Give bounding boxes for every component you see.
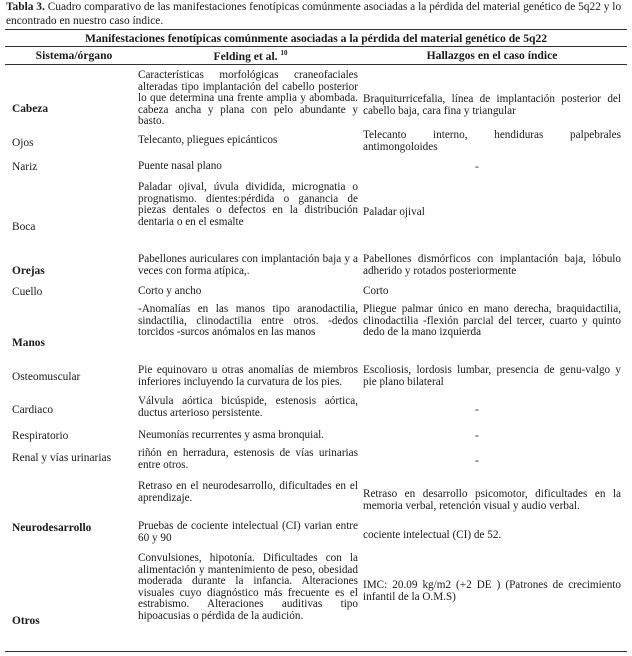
table-caption xyxy=(6,1,626,28)
header-findings-label: Hallazgos en el caso índice xyxy=(426,49,558,62)
super-header-rule xyxy=(5,46,627,47)
table-super-header: Manifestaciones fenotípicas comúnmente asociadas a la pérdida del material genético de 5q22 xyxy=(84,32,548,45)
cell-findings-cuello: Corto xyxy=(363,285,389,297)
cell-findings-cabeza: Braquiturricefalia, línea de implantación posterior del cabello baja, cara fina y triangular xyxy=(363,93,621,117)
cell-felding-otros: Convulsiones, hipotonía. Dificultades con la alimentación y mantenimiento de peso, obesidad moderada durante la infancia. Alteraciones visuales cuyo diagnóstico más frecuente es el estrabismo. Alteraciones auditivas tipo hipoacusias o pérdida de la audición. xyxy=(138,552,358,622)
cell-felding-orejas: Pabellones auriculares con implantación baja y a veces con forma atípica,. xyxy=(138,253,358,277)
caption-text: Cuadro comparativo de las manifestaciones fenotípicas comúnmente asociadas a la pérdida del material genético de 5q22 y lo encontrado en nuestro caso índice. xyxy=(6,1,622,27)
cell-felding-renal: riñón en herradura, estenosis de vías urinarias entre otros. xyxy=(138,447,358,471)
cell-felding-cuello: Corto y ancho xyxy=(138,285,202,297)
header-findings xyxy=(363,49,621,62)
table-top-rule xyxy=(5,29,627,30)
cell-findings-manos: Pliegue palmar único en mano derecha, braquidactilia, clinodactilia -flexión parcial del tercer, cuarto y quinto dedo de la mano izquierda xyxy=(363,303,621,339)
row-label-cabeza: Cabeza xyxy=(12,103,49,115)
cell-findings-cardiaco: - xyxy=(475,404,479,416)
header-system xyxy=(10,49,138,62)
cell-felding-boca: Paladar ojival, úvula dividida, micrognatia o prognatismo. dientes:pérdida o ganancia de piezas dentales o defectos en la distribución dentaria o en el esmalte xyxy=(138,181,358,228)
cell-felding-neurodesarrollo-ci: Pruebas de cociente intelectual (CI) varian entre 60 y 90 xyxy=(138,520,358,544)
row-label-nariz: Nariz xyxy=(12,161,38,173)
header-felding xyxy=(138,49,363,63)
cell-findings-orejas: Pabellones dismórficos con implantación baja, lóbulo adherido y rotados posteriormente xyxy=(363,253,621,277)
cell-felding-nariz: Puente nasal plano xyxy=(138,160,222,172)
header-felding-label: Felding et al. xyxy=(213,49,278,63)
cell-findings-ojos: Telecanto interno, hendiduras palpebrales antimongoloides xyxy=(363,129,621,153)
cell-felding-respiratorio: Neumonías recurrentes y asma bronquial. xyxy=(138,429,325,441)
cell-findings-neurodesarrollo-ci: cociente intelectual (CI) de 52. xyxy=(363,529,502,541)
row-label-ojos: Ojos xyxy=(12,137,34,149)
row-label-manos: Manos xyxy=(12,337,45,349)
caption-label: Tabla 3. xyxy=(6,1,45,13)
cell-findings-nariz: - xyxy=(475,161,479,173)
cell-felding-ojos: Telecanto, pliegues epicánticos xyxy=(138,134,278,146)
header-bottom-rule xyxy=(5,64,627,65)
row-label-cuello: Cuello xyxy=(12,286,43,298)
table-bottom-rule xyxy=(5,651,627,652)
cell-findings-boca: Paladar ojival xyxy=(363,206,425,218)
cell-felding-manos: -Anomalías en las manos tipo aranodactilia, sindactilia, clinodactilia entre otros. -dedos torcidos -surcos anómalos en las manos xyxy=(138,303,358,339)
row-label-boca: Boca xyxy=(12,221,36,233)
row-label-neurodesarrollo: Neurodesarrollo xyxy=(12,522,92,534)
row-label-respiratorio: Respiratorio xyxy=(12,430,69,442)
cell-findings-renal: - xyxy=(475,455,479,467)
header-felding-ref: 10 xyxy=(280,49,288,57)
cell-felding-cardiaco: Válvula aórtica bicúspide, estenosis aórtica, ductus arterioso persistente. xyxy=(138,395,358,419)
cell-felding-neurodesarrollo: Retraso en el neurodesarrollo, dificultades en el aprendizaje. xyxy=(138,480,358,504)
row-label-renal: Renal y vías urinarias xyxy=(12,452,112,464)
row-label-osteomuscular: Osteomuscular xyxy=(12,371,81,383)
cell-findings-neurodesarrollo: Retraso en desarrollo psicomotor, dificultades en la memoria verbal, retención visual y audio verbal. xyxy=(363,488,621,512)
row-label-orejas: Orejas xyxy=(12,265,45,277)
cell-felding-osteomuscular: Pie equinovaro u otras anomalías de miembros inferiores incluyendo la curvatura de los pies. xyxy=(138,364,358,388)
row-label-cardiaco: Cardiaco xyxy=(12,404,54,416)
cell-findings-osteomuscular: Escoliosis, lordosis lumbar, presencia de genu-valgo y pie plano bilateral xyxy=(363,364,621,388)
cell-findings-respiratorio: - xyxy=(475,430,479,442)
cell-findings-otros: IMC: 20.09 kg/m2 (+2 DE ) (Patrones de crecimiento infantil de la O.M.S) xyxy=(363,579,621,603)
row-label-otros: Otros xyxy=(12,615,40,627)
header-system-label: Sistema/órgano xyxy=(35,49,113,62)
cell-felding-cabeza: Características morfológicas craneofaciales alteradas tipo implantación del cabello posterior lo que determina una frente amplia y abombada. cabeza ancha y plana con pelo abundante y basto. xyxy=(138,69,358,128)
